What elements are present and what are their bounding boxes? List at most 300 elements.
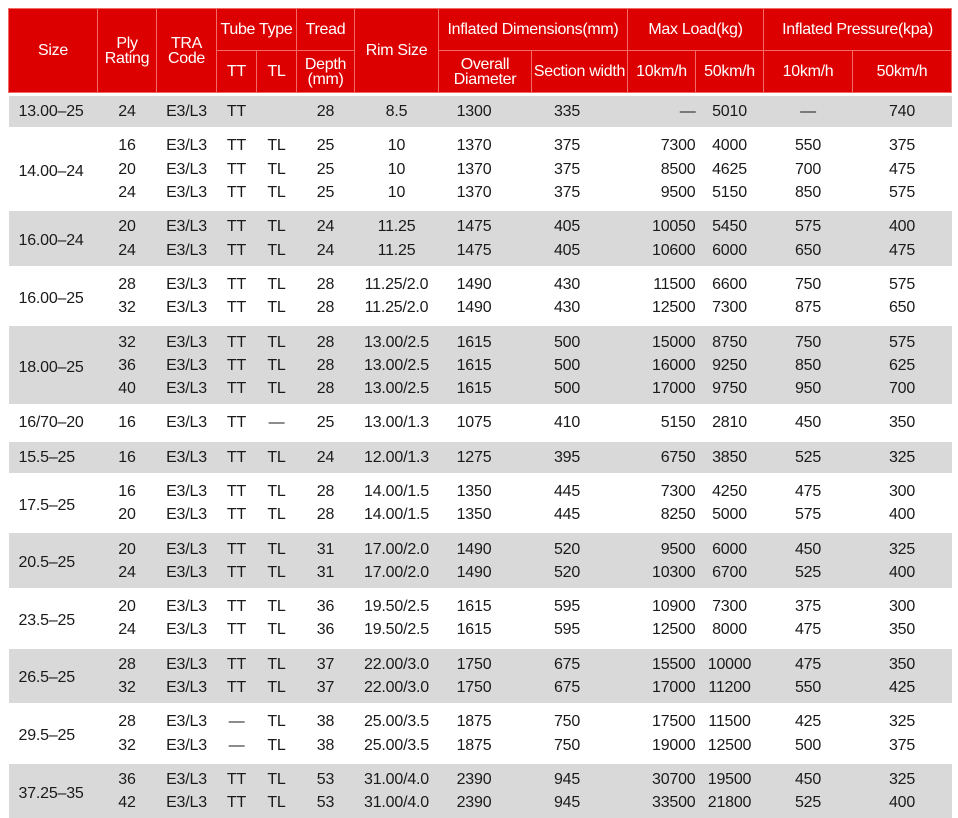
tube-tl: TL: [257, 181, 297, 208]
tire-size: 18.00–25: [9, 326, 98, 404]
tube-tl: TL: [257, 476, 297, 503]
tube-tl: TL: [257, 561, 297, 588]
tube-tl: TL: [257, 533, 297, 560]
col-tra-code: TRA Code: [157, 9, 217, 93]
tube-tt: TT: [217, 269, 257, 296]
max-load-10kmh: 17000: [628, 676, 696, 703]
tube-tl: TL: [257, 791, 297, 818]
max-load-50kmh: 2810: [696, 407, 764, 438]
tread-depth: 28: [297, 503, 355, 530]
max-load-50kmh: 7300: [696, 296, 764, 323]
ply-rating: 32: [98, 326, 157, 353]
max-load-10kmh: 7300: [628, 130, 696, 157]
table-row: [9, 238, 952, 265]
tube-tt: TT: [217, 407, 257, 438]
pressure-50kmh: 575: [853, 269, 952, 296]
tube-tl: TL: [257, 618, 297, 645]
section-width: 375: [532, 158, 628, 181]
overall-diameter: 1490: [439, 533, 532, 560]
tread-depth: 38: [297, 734, 355, 761]
rim-size: 31.00/4.0: [355, 764, 439, 791]
ply-rating: 20: [98, 591, 157, 618]
pressure-50kmh: 475: [853, 238, 952, 265]
col-pressure-50kmh: 50km/h: [853, 51, 952, 93]
max-load-50kmh: 5010: [696, 96, 764, 127]
overall-diameter: 1615: [439, 326, 532, 353]
tire-size: 13.00–25: [9, 96, 98, 127]
tire-size: 26.5–25: [9, 649, 98, 704]
max-load-50kmh: 6000: [696, 533, 764, 560]
pressure-10kmh: 525: [764, 442, 853, 473]
tread-depth: 25: [297, 158, 355, 181]
table-row: [9, 296, 952, 323]
max-load-10kmh: 10300: [628, 561, 696, 588]
pressure-10kmh: 525: [764, 561, 853, 588]
table-row: [9, 211, 952, 238]
table-row: [9, 734, 952, 761]
max-load-50kmh: 3850: [696, 442, 764, 473]
tube-tl: TL: [257, 326, 297, 353]
overall-diameter: 1475: [439, 238, 532, 265]
rim-size: 11.25/2.0: [355, 269, 439, 296]
pressure-50kmh: 400: [853, 561, 952, 588]
pressure-10kmh: 850: [764, 181, 853, 208]
ply-rating: 20: [98, 503, 157, 530]
tube-tl: TL: [257, 211, 297, 238]
rim-size: 13.00/2.5: [355, 377, 439, 404]
tube-tt: —: [217, 706, 257, 733]
tread-depth: 36: [297, 591, 355, 618]
section-width: 375: [532, 181, 628, 208]
max-load-50kmh: 19500: [696, 764, 764, 791]
tread-depth: 31: [297, 533, 355, 560]
tire-size: 16.00–25: [9, 269, 98, 324]
table-row: [9, 377, 952, 404]
ply-rating: 24: [98, 181, 157, 208]
tube-tt: TT: [217, 618, 257, 645]
pressure-10kmh: 750: [764, 269, 853, 296]
table-row: [9, 591, 952, 618]
rim-size: 31.00/4.0: [355, 791, 439, 818]
max-load-10kmh: 12500: [628, 618, 696, 645]
max-load-10kmh: 7300: [628, 476, 696, 503]
col-rim-size: Rim Size: [355, 9, 439, 93]
ply-rating: 40: [98, 377, 157, 404]
max-load-50kmh: 5000: [696, 503, 764, 530]
section-width: 335: [532, 96, 628, 127]
tread-depth: 25: [297, 407, 355, 438]
ply-rating: 32: [98, 676, 157, 703]
max-load-50kmh: 8750: [696, 326, 764, 353]
col-size: Size: [9, 9, 98, 93]
overall-diameter: 2390: [439, 764, 532, 791]
max-load-50kmh: 7300: [696, 591, 764, 618]
tra-code: E3/L3: [157, 791, 217, 818]
rim-size: 10: [355, 181, 439, 208]
rim-size: 11.25: [355, 238, 439, 265]
tra-code: E3/L3: [157, 377, 217, 404]
tra-code: E3/L3: [157, 706, 217, 733]
rim-size: 19.50/2.5: [355, 591, 439, 618]
rim-size: 25.00/3.5: [355, 706, 439, 733]
pressure-50kmh: 400: [853, 211, 952, 238]
max-load-10kmh: —: [628, 96, 696, 127]
ply-rating: 28: [98, 649, 157, 676]
rim-size: 8.5: [355, 96, 439, 127]
max-load-10kmh: 8250: [628, 503, 696, 530]
rim-size: 13.00/1.3: [355, 407, 439, 438]
pressure-50kmh: 325: [853, 764, 952, 791]
tube-tt: TT: [217, 676, 257, 703]
tube-tl: TL: [257, 503, 297, 530]
tube-tt: TT: [217, 96, 257, 127]
tra-code: E3/L3: [157, 130, 217, 157]
section-width: 405: [532, 211, 628, 238]
table-row: [9, 181, 952, 208]
tra-code: E3/L3: [157, 269, 217, 296]
pressure-10kmh: 550: [764, 676, 853, 703]
overall-diameter: 1615: [439, 354, 532, 377]
tube-tt: TT: [217, 354, 257, 377]
table-row: [9, 676, 952, 703]
tread-depth: 37: [297, 676, 355, 703]
max-load-50kmh: 6600: [696, 269, 764, 296]
rim-size: 17.00/2.0: [355, 561, 439, 588]
max-load-50kmh: 11500: [696, 706, 764, 733]
tread-depth: 24: [297, 238, 355, 265]
col-ply-rating: Ply Rating: [98, 9, 157, 93]
tube-tt: TT: [217, 591, 257, 618]
max-load-50kmh: 21800: [696, 791, 764, 818]
tube-tl: TL: [257, 706, 297, 733]
tra-code: E3/L3: [157, 354, 217, 377]
tire-size: 17.5–25: [9, 476, 98, 531]
tread-depth: 28: [297, 377, 355, 404]
max-load-10kmh: 33500: [628, 791, 696, 818]
ply-rating: 24: [98, 618, 157, 645]
tube-tt: TT: [217, 211, 257, 238]
tube-tt: TT: [217, 476, 257, 503]
max-load-50kmh: 4250: [696, 476, 764, 503]
overall-diameter: 1475: [439, 211, 532, 238]
ply-rating: 16: [98, 476, 157, 503]
tube-tl: TL: [257, 130, 297, 157]
tra-code: E3/L3: [157, 533, 217, 560]
ply-rating: 32: [98, 296, 157, 323]
overall-diameter: 1350: [439, 476, 532, 503]
tube-tl: TL: [257, 269, 297, 296]
tra-code: E3/L3: [157, 476, 217, 503]
tube-tt: TT: [217, 442, 257, 473]
ply-rating: 24: [98, 561, 157, 588]
tube-tt: TT: [217, 533, 257, 560]
rim-size: 22.00/3.0: [355, 676, 439, 703]
pressure-10kmh: 375: [764, 591, 853, 618]
overall-diameter: 1490: [439, 296, 532, 323]
section-width: 375: [532, 130, 628, 157]
max-load-10kmh: 9500: [628, 181, 696, 208]
table-row: [9, 791, 952, 818]
max-load-50kmh: 5150: [696, 181, 764, 208]
pressure-10kmh: 450: [764, 533, 853, 560]
overall-diameter: 1370: [439, 181, 532, 208]
pressure-50kmh: 700: [853, 377, 952, 404]
tube-tt: TT: [217, 181, 257, 208]
tube-tt: TT: [217, 561, 257, 588]
pressure-50kmh: 740: [853, 96, 952, 127]
overall-diameter: 1370: [439, 158, 532, 181]
tread-depth: 31: [297, 561, 355, 588]
col-depth: Depth (mm): [297, 51, 355, 93]
tire-size: 20.5–25: [9, 533, 98, 588]
pressure-50kmh: 300: [853, 591, 952, 618]
table-row: [9, 354, 952, 377]
col-section-width: Section width: [532, 51, 628, 93]
pressure-10kmh: 700: [764, 158, 853, 181]
tube-tl: TL: [257, 238, 297, 265]
pressure-10kmh: 575: [764, 211, 853, 238]
pressure-50kmh: 350: [853, 649, 952, 676]
pressure-10kmh: 425: [764, 706, 853, 733]
col-load-50kmh: 50km/h: [696, 51, 764, 93]
max-load-50kmh: 12500: [696, 734, 764, 761]
rim-size: 14.00/1.5: [355, 476, 439, 503]
rim-size: 12.00/1.3: [355, 442, 439, 473]
ply-rating: 42: [98, 791, 157, 818]
overall-diameter: 1750: [439, 676, 532, 703]
pressure-50kmh: 325: [853, 533, 952, 560]
pressure-50kmh: 375: [853, 734, 952, 761]
tube-tt: TT: [217, 377, 257, 404]
rim-size: 10: [355, 158, 439, 181]
overall-diameter: 1275: [439, 442, 532, 473]
section-width: 945: [532, 764, 628, 791]
overall-diameter: 1490: [439, 561, 532, 588]
ply-rating: 20: [98, 158, 157, 181]
section-width: 500: [532, 354, 628, 377]
ply-rating: 24: [98, 96, 157, 127]
section-width: 405: [532, 238, 628, 265]
col-tt: TT: [217, 51, 257, 93]
max-load-10kmh: 17500: [628, 706, 696, 733]
pressure-50kmh: 400: [853, 791, 952, 818]
overall-diameter: 1615: [439, 591, 532, 618]
section-width: 520: [532, 533, 628, 560]
tread-depth: 28: [297, 269, 355, 296]
rim-size: 13.00/2.5: [355, 354, 439, 377]
tube-tt: TT: [217, 158, 257, 181]
tube-tl: TL: [257, 296, 297, 323]
tread-depth: 25: [297, 181, 355, 208]
max-load-10kmh: 10050: [628, 211, 696, 238]
pressure-50kmh: 575: [853, 181, 952, 208]
tube-tt: TT: [217, 764, 257, 791]
section-width: 395: [532, 442, 628, 473]
table-row: [9, 561, 952, 588]
pressure-50kmh: 400: [853, 503, 952, 530]
rim-size: 13.00/2.5: [355, 326, 439, 353]
col-max-load: Max Load(kg): [628, 9, 764, 51]
section-width: 445: [532, 476, 628, 503]
tra-code: E3/L3: [157, 561, 217, 588]
section-width: 500: [532, 326, 628, 353]
tread-depth: 37: [297, 649, 355, 676]
tube-tl: —: [257, 407, 297, 438]
tire-size: 14.00–24: [9, 130, 98, 208]
max-load-10kmh: 30700: [628, 764, 696, 791]
col-load-10kmh: 10km/h: [628, 51, 696, 93]
section-width: 675: [532, 649, 628, 676]
overall-diameter: 1615: [439, 377, 532, 404]
table-row: [9, 706, 952, 733]
max-load-10kmh: 16000: [628, 354, 696, 377]
max-load-10kmh: 17000: [628, 377, 696, 404]
table-body: [9, 93, 952, 818]
tire-size: 29.5–25: [9, 706, 98, 761]
section-width: 430: [532, 269, 628, 296]
pressure-10kmh: 500: [764, 734, 853, 761]
max-load-50kmh: 8000: [696, 618, 764, 645]
pressure-10kmh: 450: [764, 764, 853, 791]
tread-depth: 53: [297, 764, 355, 791]
max-load-10kmh: 19000: [628, 734, 696, 761]
pressure-10kmh: 550: [764, 130, 853, 157]
pressure-50kmh: 350: [853, 407, 952, 438]
tread-depth: 38: [297, 706, 355, 733]
tread-depth: 36: [297, 618, 355, 645]
tra-code: E3/L3: [157, 676, 217, 703]
tube-tl: TL: [257, 377, 297, 404]
overall-diameter: 1300: [439, 96, 532, 127]
tra-code: E3/L3: [157, 238, 217, 265]
table-row: [9, 158, 952, 181]
section-width: 595: [532, 591, 628, 618]
tube-tl: [257, 96, 297, 127]
col-tube-type: Tube Type: [217, 9, 297, 51]
max-load-10kmh: 10900: [628, 591, 696, 618]
table-row: [9, 533, 952, 560]
pressure-50kmh: 300: [853, 476, 952, 503]
ply-rating: 36: [98, 764, 157, 791]
max-load-10kmh: 15500: [628, 649, 696, 676]
table-row: [9, 503, 952, 530]
table-row: [9, 649, 952, 676]
pressure-10kmh: 850: [764, 354, 853, 377]
tire-size: 16.00–24: [9, 211, 98, 266]
tube-tl: TL: [257, 354, 297, 377]
section-width: 750: [532, 706, 628, 733]
rim-size: 11.25: [355, 211, 439, 238]
pressure-50kmh: 350: [853, 618, 952, 645]
section-width: 750: [532, 734, 628, 761]
max-load-10kmh: 6750: [628, 442, 696, 473]
max-load-10kmh: 15000: [628, 326, 696, 353]
ply-rating: 28: [98, 706, 157, 733]
tube-tl: TL: [257, 734, 297, 761]
max-load-50kmh: 4000: [696, 130, 764, 157]
pressure-50kmh: 625: [853, 354, 952, 377]
max-load-50kmh: 6700: [696, 561, 764, 588]
ply-rating: 16: [98, 130, 157, 157]
overall-diameter: 1750: [439, 649, 532, 676]
tra-code: E3/L3: [157, 442, 217, 473]
tube-tt: TT: [217, 238, 257, 265]
tube-tt: TT: [217, 296, 257, 323]
tra-code: E3/L3: [157, 326, 217, 353]
rim-size: 17.00/2.0: [355, 533, 439, 560]
tube-tt: TT: [217, 130, 257, 157]
max-load-50kmh: 5450: [696, 211, 764, 238]
pressure-10kmh: 875: [764, 296, 853, 323]
table-header: [9, 9, 952, 93]
table-row: [9, 96, 952, 127]
col-tl: TL: [257, 51, 297, 93]
tra-code: E3/L3: [157, 407, 217, 438]
pressure-10kmh: 475: [764, 476, 853, 503]
section-width: 595: [532, 618, 628, 645]
tube-tt: TT: [217, 326, 257, 353]
rim-size: 10: [355, 130, 439, 157]
tube-tl: TL: [257, 764, 297, 791]
table-row: [9, 269, 952, 296]
tire-size: 16/70–20: [9, 407, 98, 438]
pressure-10kmh: 475: [764, 618, 853, 645]
ply-rating: 28: [98, 269, 157, 296]
overall-diameter: 1075: [439, 407, 532, 438]
pressure-10kmh: 750: [764, 326, 853, 353]
tube-tl: TL: [257, 442, 297, 473]
tra-code: E3/L3: [157, 618, 217, 645]
table-row: [9, 407, 952, 438]
pressure-50kmh: 325: [853, 706, 952, 733]
rim-size: 14.00/1.5: [355, 503, 439, 530]
tread-depth: 25: [297, 130, 355, 157]
tire-size: 23.5–25: [9, 591, 98, 646]
tire-size: 37.25–35: [9, 764, 98, 818]
max-load-50kmh: 10000: [696, 649, 764, 676]
tra-code: E3/L3: [157, 211, 217, 238]
pressure-50kmh: 575: [853, 326, 952, 353]
overall-diameter: 1490: [439, 269, 532, 296]
tread-depth: 24: [297, 211, 355, 238]
section-width: 675: [532, 676, 628, 703]
pressure-10kmh: 950: [764, 377, 853, 404]
max-load-10kmh: 11500: [628, 269, 696, 296]
pressure-10kmh: 525: [764, 791, 853, 818]
tube-tt: TT: [217, 649, 257, 676]
tire-size: 15.5–25: [9, 442, 98, 473]
tube-tl: TL: [257, 591, 297, 618]
col-overall-diameter: Overall Diameter: [439, 51, 532, 93]
overall-diameter: 1875: [439, 706, 532, 733]
tra-code: E3/L3: [157, 96, 217, 127]
tire-spec-sheet: [8, 8, 951, 818]
section-width: 500: [532, 377, 628, 404]
pressure-50kmh: 475: [853, 158, 952, 181]
tread-depth: 28: [297, 296, 355, 323]
table-row: [9, 442, 952, 473]
tread-depth: 28: [297, 326, 355, 353]
tra-code: E3/L3: [157, 296, 217, 323]
ply-rating: 20: [98, 533, 157, 560]
tube-tl: TL: [257, 676, 297, 703]
table-row: [9, 618, 952, 645]
tread-depth: 24: [297, 442, 355, 473]
tube-tl: TL: [257, 649, 297, 676]
section-width: 520: [532, 561, 628, 588]
section-width: 445: [532, 503, 628, 530]
tra-code: E3/L3: [157, 503, 217, 530]
